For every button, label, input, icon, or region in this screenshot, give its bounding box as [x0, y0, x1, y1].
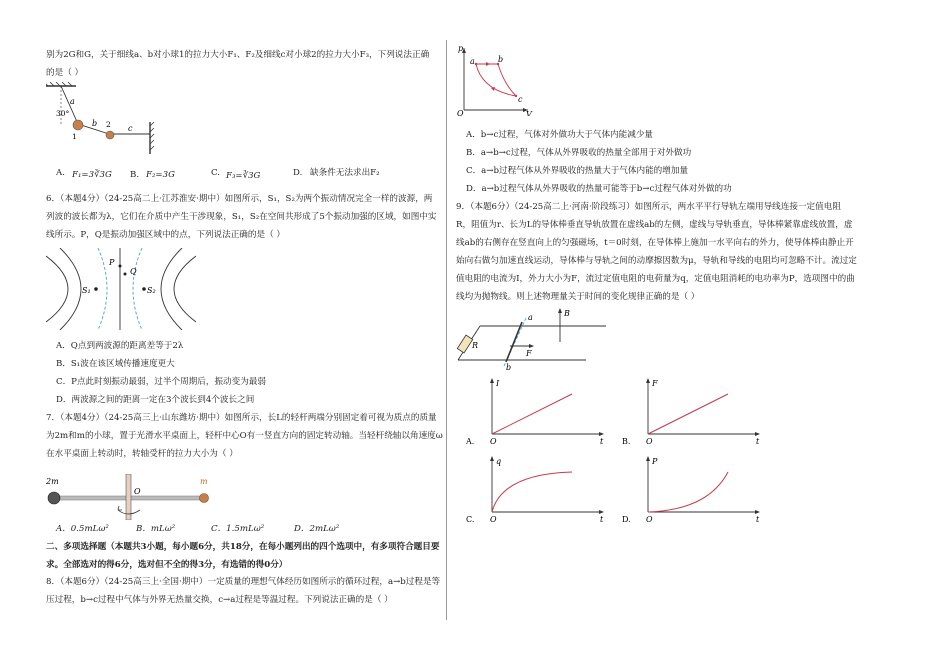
graph-ylabel: I: [496, 379, 500, 388]
q8-option-d[interactable]: D．a→b过程气体从外界吸收的热量可能等于b→c过程气体对外做的功: [466, 184, 732, 194]
label-ball2: 2: [106, 120, 111, 129]
graph-option-key: A.: [466, 437, 475, 446]
q9-line5: 值电阻的电流为I，外力大小为F，流过定值电阻的电荷量为q，定值电阻消耗的电功率为P，选项图中的曲: [456, 274, 855, 284]
graph-xlabel: t: [756, 515, 760, 524]
pv-label-c: c: [518, 95, 523, 104]
q8-option-b[interactable]: B．a→b→c过程，气体从外界吸收的热量全部用于对外做功: [466, 148, 692, 158]
q5-opt-d-key[interactable]: D.: [293, 168, 303, 178]
q7-option-b[interactable]: B．mLω²: [136, 524, 176, 534]
q5-tail-line1: 别为2G和G，关于细线a、b对小球1的拉力大小F₁、F₂及细线c对小球2的拉力大小F₃，下列说法正确: [46, 50, 430, 60]
q9-line2: R，阻值为r、长为L的导体棒垂直导轨放置在虚线ab的左侧，虚线与导轨垂直，导体棒紧靠虚线放置，虚: [456, 220, 853, 230]
ball-2: [106, 131, 114, 139]
y-axis-arrow: [490, 456, 494, 461]
graph-curve: [492, 394, 572, 434]
y-axis-arrow: [490, 378, 494, 383]
resistor-R: [457, 335, 472, 353]
graph-curve: [648, 394, 728, 434]
x-axis-arrow: [755, 432, 760, 436]
q7-figure: [46, 474, 216, 520]
label-c: c: [128, 124, 133, 133]
y-axis-arrow: [646, 378, 650, 383]
q9-graph-option-c[interactable]: [462, 452, 612, 524]
q7-option-c[interactable]: C．1.5mLω²: [211, 524, 265, 534]
section-2-line1: 二、多项选择题（本题共3小题，每小题6分，共18分，在每小题列出的四个选项中，有多项符合题目要: [46, 542, 440, 552]
y-axis-arrow: [646, 456, 650, 461]
q5-opt-b[interactable]: F₂=3G: [146, 170, 175, 180]
ball-m: [200, 494, 209, 503]
label-b: b: [92, 119, 98, 128]
q9-graph-option-a[interactable]: [462, 374, 612, 446]
q9-line4: 始向右做匀加速直线运动，导体棒与导轨之间的动摩擦因数为μ，导轨和导线的电阻均可忽略不计。流过定: [456, 256, 857, 266]
pv-label-a: a: [470, 57, 475, 66]
graph-option-key: B.: [622, 437, 631, 446]
q7-option-a[interactable]: A．0.5mLω²: [56, 524, 109, 534]
q5-opt-c[interactable]: F₃=∛3G: [226, 171, 261, 181]
q8-line1: 8．（本题6分）（24-25高三上·全国·期中）一定质量的理想气体经历如图所示的循环过程，a→b过程是等: [46, 577, 441, 587]
graph-curve: [492, 472, 572, 512]
column-divider: [446, 40, 447, 620]
label-a: a: [70, 97, 75, 106]
q5-tail-line2: 的是（ ）: [46, 68, 84, 78]
label-S1: S₁: [82, 286, 91, 295]
pv-label-O: O: [457, 109, 464, 116]
label-Q: Q: [130, 267, 137, 276]
pv-label-V: V: [526, 110, 532, 116]
graph-ylabel: q: [496, 457, 502, 466]
q6-line3: 线所示。P，Q是振动加强区域中的点，下列说法正确的是（ ）: [46, 230, 285, 240]
x-axis-arrow: [599, 432, 604, 436]
q7-option-d[interactable]: D．2mLω²: [294, 524, 340, 534]
q8-option-a[interactable]: A．b→c过程，气体对外做功大于气体内能减少量: [466, 130, 654, 140]
rails-label-F: F: [526, 349, 532, 358]
graph-origin: O: [490, 437, 497, 446]
q7-line3: 在水平桌面上转动时，转轴受杆的拉力大小为（ ）: [46, 449, 238, 459]
graph-origin: O: [646, 515, 653, 524]
rails-label-a: a: [528, 313, 533, 322]
q6-option-a[interactable]: A．Q点到两波源的距离差等于2λ: [56, 341, 184, 351]
graph-ylabel: P: [652, 457, 658, 466]
pv-label-p: p: [458, 44, 464, 53]
graph-xlabel: t: [600, 437, 604, 446]
q9-rails-figure: [456, 306, 606, 370]
axle: [126, 474, 131, 520]
q5-opt-a-key[interactable]: A.: [56, 168, 65, 178]
ball-1: [73, 120, 83, 130]
label-m: m: [200, 477, 208, 486]
q5-opt-b-key[interactable]: B.: [130, 170, 140, 180]
graph-option-key: C.: [466, 515, 475, 524]
label-S2: S₂: [147, 286, 156, 295]
q9-line6: 线均为抛物线。则上述物理量关于时间的变化规律正确的是（ ）: [456, 292, 700, 302]
q5-opt-a[interactable]: F₁=3∛3G: [72, 170, 112, 180]
label-O: O: [134, 487, 141, 496]
pv-label-b: b: [498, 55, 504, 64]
q6-option-b[interactable]: B．S₁波在该区域传播速度更大: [56, 359, 175, 369]
graph-origin: O: [646, 437, 653, 446]
q6-figure: [46, 248, 196, 330]
graph-option-key: D.: [622, 515, 631, 524]
q8-pv-figure: [456, 44, 536, 116]
x-axis-arrow: [599, 510, 604, 514]
label-2m: 2m: [46, 477, 59, 486]
q6-option-c[interactable]: C．P点此时刻振动最弱，过半个周期后，振动变为最弱: [56, 377, 267, 387]
q5-figure: [46, 82, 166, 154]
graph-xlabel: t: [600, 515, 604, 524]
q5-opt-c-key[interactable]: C.: [211, 168, 221, 178]
q9-line3: 线ab的右侧存在竖直向上的匀强磁场，t＝0时刻，在导体棒上施加一水平向右的外力，使导体棒由静止开: [456, 238, 854, 248]
q6-line1: 6．（本题4分）（24-25高二上·江苏淮安·期中）如图所示，S₁，S₂为两个振动情况完全一样的波源，两: [46, 194, 433, 204]
graph-xlabel: t: [756, 437, 760, 446]
graph-origin: O: [490, 515, 497, 524]
q8-option-c[interactable]: C．a→b过程气体从外界吸收的热量大于气体内能的增加量: [466, 166, 689, 176]
q6-option-d[interactable]: D．两波源之间的距离一定在3个波长到4个波长之间: [56, 395, 255, 405]
label-ball1: 1: [72, 132, 77, 141]
q7-line1: 7．（本题4分）（24-25高三上·山东潍坊·期中）如图所示，长L的轻杆两端分别固定着可视为质点的质量: [46, 413, 437, 423]
rails-label-b: b: [506, 363, 512, 370]
ball-2m: [48, 492, 60, 504]
rails-label-R: R: [472, 341, 479, 350]
q9-graph-option-d[interactable]: [618, 452, 768, 524]
q9-graph-option-b[interactable]: [618, 374, 768, 446]
q7-line2: 为2m和m的小球，置于光滑水平桌面上，轻杆中心O有一竖直方向的固定转动轴。当轻杆绕轴以角速度ω: [46, 431, 443, 441]
q6-line2: 列波的波长都为λ，它们在介质中产生干涉现象，S₁，S₂在空间共形成了5个振动加强的区域，如图中实: [46, 212, 437, 222]
q9-line1: 9．（本题6分）（24-25高二上·河南·阶段练习）如图所示，两水平平行导轨左端用导线连接一定值电阻: [456, 202, 841, 212]
label-P: P: [109, 258, 115, 267]
graph-ylabel: F: [652, 379, 658, 388]
x-axis-arrow: [755, 510, 760, 514]
graph-curve: [648, 472, 728, 512]
section-2-line2: 求。全部选对的得6分，选对但不全的得3分，有选错的得0分）: [46, 560, 288, 570]
q8-line2: 压过程，b→c过程中气体与外界无热量交换，c→a过程是等温过程。下列说法正确的是（ ）: [46, 595, 393, 605]
rails-label-B: B: [564, 309, 570, 318]
label-30deg: 30°: [56, 109, 70, 118]
q5-opt-d[interactable]: 缺条件无法求出F₂: [310, 168, 380, 178]
